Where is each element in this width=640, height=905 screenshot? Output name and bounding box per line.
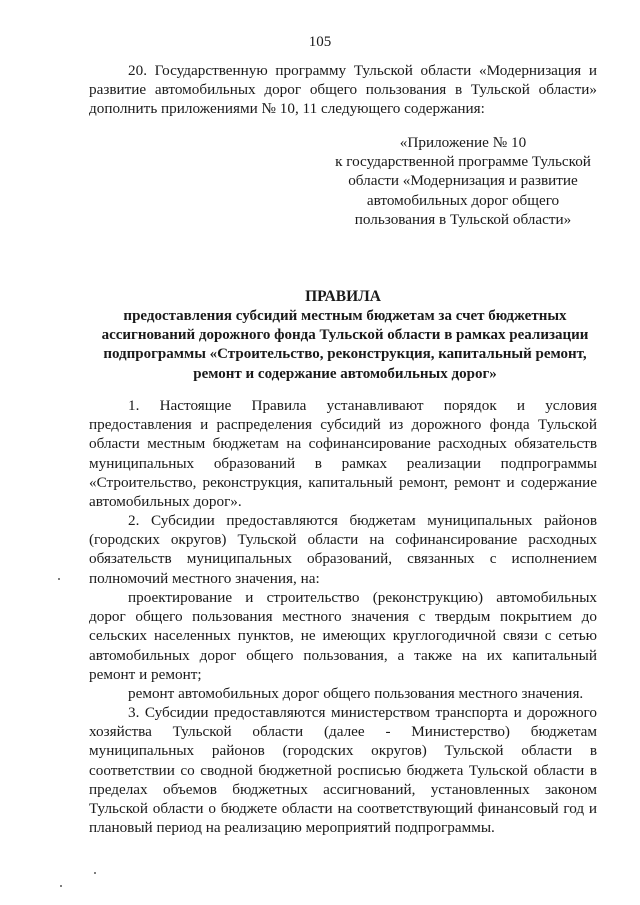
paragraph-1: 1. Настоящие Правила устанавливают порядок и условия предоставления и распределения субсидий из дорожного фонда Тульской области местным бюджетам на софинансирование расходных обязательств муниципальных образований в рамках реализации подпрограммы «Строительство, реконструкция, капитальный ремонт, ремонт и содержание автомобильных дорог». bbox=[89, 397, 597, 511]
paragraph-5: 3. Субсидии предоставляются министерством транспорта и дорожного хозяйства Тульской области (далее - Министерство) бюджетам муниципальных районов (городских округов) Тульской области в соответствии со сводной бюджетной росписью бюджета Тульской области в пределах объемов бюджетных ассигнований, установленных законом Тульской области о бюджете области на соответствующий финансовый год и плановый период на реализацию мероприятий подпрограммы. bbox=[89, 704, 597, 837]
scan-speck bbox=[94, 872, 96, 874]
rules-title: ПРАВИЛА bbox=[305, 288, 381, 305]
appendix-ref-line: к государственной программе Тульской bbox=[335, 153, 591, 171]
paragraph-4: ремонт автомобильных дорог общего пользования местного значения. bbox=[128, 685, 584, 702]
rules-subtitle-line: предоставления субсидий местным бюджетам за счет бюджетных bbox=[123, 308, 567, 324]
appendix-ref-line: области «Модернизация и развитие bbox=[348, 172, 578, 190]
rules-subtitle-line: ассигнований дорожного фонда Тульской области в рамках реализации bbox=[101, 327, 589, 344]
appendix-ref-line: автомобильных дорог общего bbox=[366, 191, 560, 209]
rules-subtitle-line: ремонт и содержание автомобильных дорог» bbox=[193, 365, 497, 382]
appendix-ref-line: пользования в Тульской области» bbox=[354, 210, 572, 228]
paragraph-3: проектирование и строительство (реконструкцию) автомобильных дорог общего пользования местного значения с твердым покрытием до сельских населенных пунктов, не имеющих круглогодичной связи с сетью автомобильных дорог общего пользования, а также на их капитальный ремонт и ремонт; bbox=[89, 589, 597, 683]
rules-subtitle-line: подпрограммы «Строительство, реконструкция, капитальный ремонт, bbox=[103, 346, 587, 363]
amendment-intro-paragraph: 20. Государственную программу Тульской области «Модернизация и развитие автомобильных дорог общего пользования в Тульской области» дополнить приложениями № 10, 11 следующего содержания: bbox=[89, 62, 597, 118]
scan-speck bbox=[58, 578, 60, 580]
rules-subtitle bbox=[100, 307, 590, 384]
appendix-ref-line: «Приложение № 10 bbox=[399, 134, 527, 151]
paragraph-2: 2. Субсидии предоставляются бюджетам муниципальных районов (городских округов) Тульской области на софинансирование расходных обязательств муниципальных образований, связанных с исполнением полномочий местного значения, на: bbox=[89, 512, 597, 587]
page-number: 105 bbox=[308, 34, 332, 50]
appendix-reference bbox=[330, 133, 596, 229]
scan-speck bbox=[60, 885, 62, 887]
